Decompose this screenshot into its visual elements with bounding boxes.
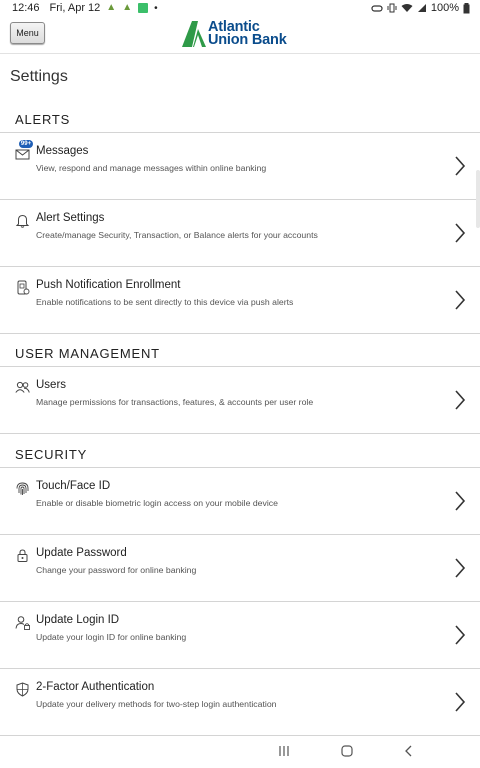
chevron-right-icon bbox=[454, 222, 466, 244]
status-date: Fri, Apr 12 bbox=[49, 2, 101, 14]
row-title: Alert Settings bbox=[36, 212, 105, 224]
chevron-right-icon bbox=[454, 624, 466, 646]
row-description: Update your login ID for online banking bbox=[36, 632, 187, 642]
bell-icon bbox=[15, 213, 30, 228]
recent-apps-icon[interactable] bbox=[278, 744, 290, 758]
android-icon: ▲ bbox=[106, 2, 117, 13]
home-icon[interactable] bbox=[340, 744, 354, 758]
row-description: Create/manage Security, Transaction, or Balance alerts for your accounts bbox=[36, 230, 318, 240]
row-description: Enable or disable biometric login access on your mobile device bbox=[36, 498, 278, 508]
row-description: Manage permissions for transactions, features, & accounts per user role bbox=[36, 397, 314, 407]
scroll-handle[interactable] bbox=[476, 170, 480, 228]
chevron-right-icon bbox=[454, 155, 466, 177]
vpn-icon bbox=[371, 3, 383, 13]
row-title: Push Notification Enrollment bbox=[36, 279, 181, 291]
settings-row-push-notification-enrollment[interactable] bbox=[0, 267, 480, 334]
status-time: 12:46 bbox=[12, 2, 40, 14]
menu-button[interactable]: Menu bbox=[10, 22, 45, 44]
battery-icon bbox=[463, 3, 470, 14]
battery-level: 100% bbox=[430, 2, 459, 14]
section-header-user-management bbox=[0, 334, 480, 367]
page-title: Settings bbox=[10, 68, 68, 85]
section-label: SECURITY bbox=[15, 447, 88, 462]
settings-row-update-password[interactable] bbox=[0, 535, 480, 602]
row-title: Messages bbox=[36, 145, 89, 157]
chevron-right-icon bbox=[454, 490, 466, 512]
settings-row-messages[interactable] bbox=[0, 133, 480, 200]
chevron-right-icon bbox=[454, 389, 466, 411]
settings-row-users[interactable] bbox=[0, 367, 480, 434]
settings-row-2-factor-authentication[interactable] bbox=[0, 669, 480, 736]
logo-line-2: Union Bank bbox=[208, 32, 287, 48]
section-label: ALERTS bbox=[15, 112, 71, 127]
section-label: USER MANAGEMENT bbox=[15, 346, 160, 361]
row-title: Update Password bbox=[36, 547, 127, 559]
system-nav-bar bbox=[0, 736, 480, 768]
bank-logo-mark-icon bbox=[181, 19, 207, 49]
back-icon[interactable] bbox=[404, 744, 414, 758]
row-description: Update your delivery methods for two-step login authentication bbox=[36, 699, 277, 709]
row-description: Enable notifications to be sent directly to this device via push alerts bbox=[36, 297, 294, 307]
bank-logo[interactable] bbox=[181, 19, 287, 49]
row-title: 2-Factor Authentication bbox=[36, 681, 155, 693]
phone-notification-icon bbox=[15, 280, 30, 295]
android-icon: ▲ bbox=[122, 2, 133, 13]
logo-line-1: Atlantic bbox=[208, 19, 260, 35]
settings-row-update-login-id[interactable] bbox=[0, 602, 480, 669]
signal-icon bbox=[417, 3, 427, 13]
row-description: View, respond and manage messages within online banking bbox=[36, 163, 267, 173]
mail-icon bbox=[15, 146, 30, 161]
row-title: Update Login ID bbox=[36, 614, 120, 626]
chevron-right-icon bbox=[454, 289, 466, 311]
settings-row-alert-settings[interactable] bbox=[0, 200, 480, 267]
shield-icon bbox=[15, 682, 30, 697]
status-bar bbox=[0, 0, 480, 16]
fingerprint-icon bbox=[15, 481, 30, 496]
settings-row-touch-face-id[interactable] bbox=[0, 468, 480, 535]
app-icon bbox=[138, 3, 148, 13]
row-description: Change your password for online banking bbox=[36, 565, 197, 575]
chevron-right-icon bbox=[454, 557, 466, 579]
row-title: Users bbox=[36, 379, 67, 391]
section-header-alerts bbox=[0, 100, 480, 133]
app-header bbox=[0, 16, 480, 54]
vibrate-icon bbox=[387, 3, 397, 13]
users-icon bbox=[15, 380, 30, 395]
dot-icon: • bbox=[154, 2, 158, 14]
unread-count-badge: 99+ bbox=[20, 141, 32, 147]
wifi-icon bbox=[401, 3, 413, 13]
lock-icon bbox=[15, 548, 30, 563]
user-lock-icon bbox=[15, 615, 30, 630]
chevron-right-icon bbox=[454, 691, 466, 713]
section-header-security bbox=[0, 435, 480, 468]
row-title: Touch/Face ID bbox=[36, 480, 111, 492]
